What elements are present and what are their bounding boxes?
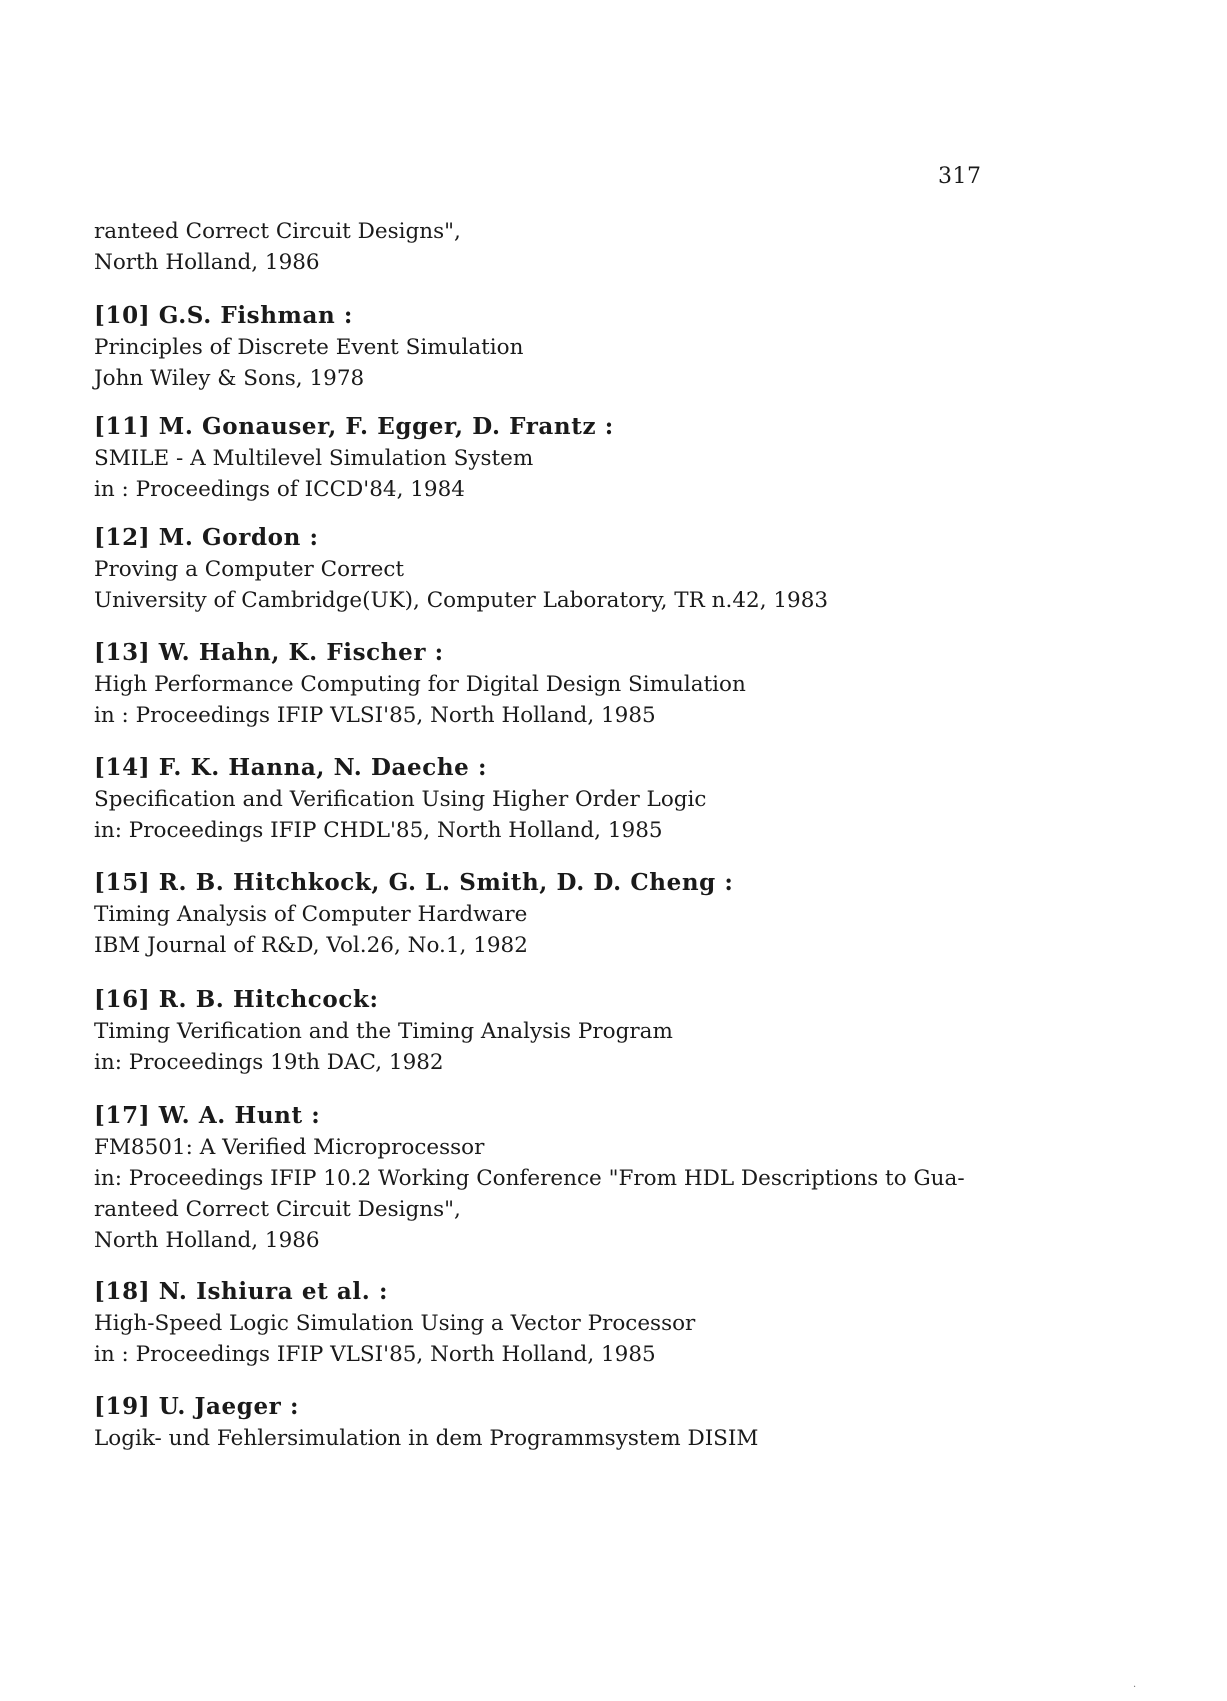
- reference-line: IBM Journal of R&D, Vol.26, No.1, 1982: [94, 933, 528, 958]
- reference-line: North Holland, 1986: [94, 1228, 320, 1253]
- reference-line: Timing Verification and the Timing Analysis Program: [94, 1019, 673, 1044]
- reference-11: [94, 410, 614, 505]
- reference-line: John Wiley & Sons, 1978: [94, 366, 365, 391]
- reference-continuation: [94, 216, 461, 278]
- reference-line: SMILE - A Multilevel Simulation System: [94, 446, 534, 471]
- reference-heading: [17] W. A. Hunt :: [94, 1102, 321, 1129]
- reference-heading: [12] M. Gordon :: [94, 524, 319, 551]
- reference-14: [94, 751, 706, 846]
- page-number: 317: [938, 164, 982, 189]
- reference-10: [94, 299, 523, 394]
- reference-heading: [15] R. B. Hitchkock, G. L. Smith, D. D. Cheng :: [94, 869, 734, 896]
- reference-line: FM8501: A Verified Microprocessor: [94, 1135, 485, 1160]
- reference-line: North Holland, 1986: [94, 250, 320, 275]
- reference-heading: [13] W. Hahn, K. Fischer :: [94, 639, 444, 666]
- reference-13: [94, 636, 746, 731]
- reference-16: [94, 983, 673, 1078]
- reference-17: [94, 1099, 965, 1256]
- reference-heading: [14] F. K. Hanna, N. Daeche :: [94, 754, 488, 781]
- reference-line: ranteed Correct Circuit Designs",: [94, 1197, 461, 1222]
- scan-smudge-mark: ·: [1133, 1682, 1137, 1693]
- reference-line: Timing Analysis of Computer Hardware: [94, 902, 528, 927]
- reference-15: [94, 866, 734, 961]
- reference-line: High-Speed Logic Simulation Using a Vector Processor: [94, 1311, 696, 1336]
- reference-heading: [10] G.S. Fishman :: [94, 302, 354, 329]
- reference-line: in : Proceedings of ICCD'84, 1984: [94, 477, 465, 502]
- reference-heading: [18] N. Ishiura et al. :: [94, 1278, 389, 1305]
- reference-line: in: Proceedings 19th DAC, 1982: [94, 1050, 444, 1075]
- reference-line: in: Proceedings IFIP 10.2 Working Conference "From HDL Descriptions to Gua-: [94, 1166, 965, 1191]
- reference-line: in : Proceedings IFIP VLSI'85, North Holland, 1985: [94, 1342, 656, 1367]
- reference-19: [94, 1390, 758, 1454]
- reference-line: in: Proceedings IFIP CHDL'85, North Holland, 1985: [94, 818, 663, 843]
- reference-18: [94, 1275, 695, 1370]
- reference-line: Logik- und Fehlersimulation in dem Programmsystem DISIM: [94, 1426, 759, 1451]
- reference-heading: [11] M. Gonauser, F. Egger, D. Frantz :: [94, 413, 614, 440]
- reference-heading: [16] R. B. Hitchcock:: [94, 986, 379, 1013]
- reference-heading: [19] U. Jaeger :: [94, 1393, 300, 1420]
- reference-12: [94, 521, 828, 616]
- reference-line: Specification and Verification Using Higher Order Logic: [94, 787, 707, 812]
- reference-line: University of Cambridge(UK), Computer Laboratory, TR n.42, 1983: [94, 588, 829, 613]
- reference-line: Principles of Discrete Event Simulation: [94, 335, 524, 360]
- reference-line: ranteed Correct Circuit Designs",: [94, 219, 461, 244]
- reference-line: High Performance Computing for Digital Design Simulation: [94, 672, 746, 697]
- reference-line: in : Proceedings IFIP VLSI'85, North Holland, 1985: [94, 703, 656, 728]
- reference-line: Proving a Computer Correct: [94, 557, 405, 582]
